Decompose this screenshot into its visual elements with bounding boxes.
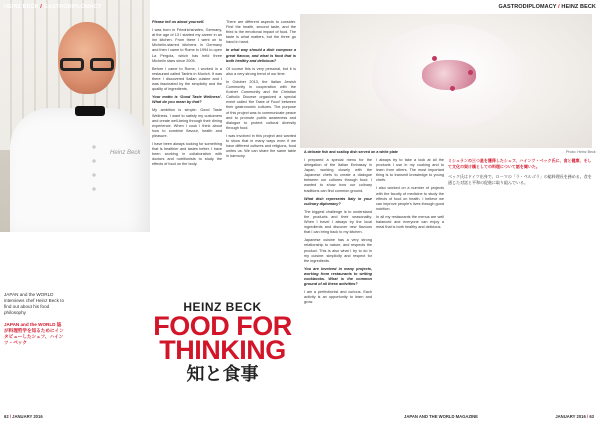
headline-name: HEINZ BECK bbox=[183, 300, 262, 314]
header-name-right: HEINZ BECK bbox=[561, 4, 596, 10]
coat-embroidery: Heinz Beck bbox=[110, 150, 141, 156]
headline-title-line-1: FOOD FOR bbox=[153, 311, 292, 341]
japanese-intro: ミシュランの三つ星を獲得したシェフ、ハインツ・ベック氏に、食と健康、そして文化の架け橋としての料理について話を聞いた。 bbox=[448, 158, 592, 169]
dish bbox=[422, 60, 476, 90]
paragraph-text: In October 2013, the Italian Jewish Community in cooperation with the Kosher Community and the Christian Catholic Diocese organized a special event called ‘the Taste of Food’ between their gastronomic cultures. The purpose of this project was to communicate peace and to promote public awareness and dialogue to protect cultural diversity through food. bbox=[226, 79, 296, 130]
food-photo bbox=[300, 14, 592, 148]
header-slash-right: / bbox=[558, 4, 560, 10]
garnish-dot bbox=[432, 56, 437, 61]
paragraph-text: There are different aspects to consider. First the health, second taste, and the third is the emotional impact of food. The taste is what matters, but the three go hand in hand. bbox=[226, 20, 296, 45]
right-footer-center: JAPAN AND THE WORLD MAGAZINE bbox=[404, 414, 478, 419]
japanese-text-block bbox=[448, 158, 592, 186]
footer-date-right: JANUARY 2016 bbox=[555, 414, 586, 419]
article-column-4 bbox=[376, 158, 444, 404]
right-header bbox=[499, 4, 596, 10]
page-number-left: 62 bbox=[4, 414, 9, 419]
garnish-dot bbox=[450, 86, 455, 91]
coat-buttons bbox=[92, 140, 96, 200]
header-slash: / bbox=[40, 4, 42, 10]
paragraph-text: In all my restaurants the menus are well balanced and everyone can enjoy a meal that is both healthy and delicious. bbox=[376, 214, 444, 230]
paragraph-text: Before I came to Rome, I worked in a restaurant called Tantris in Munich. It was there I discovered Italian cuisine and I was fascinated by the simplicity and the quality of ingredients. bbox=[152, 66, 222, 92]
left-header bbox=[4, 4, 102, 10]
headline-title-line-2: THINKING bbox=[159, 335, 286, 365]
page-number-right: 63 bbox=[589, 414, 594, 419]
paragraph-text: Japanese cuisine has a very strong relationship to nature, and respects the product. This is also what I try to do in my cuisine: simplicity and respect for the ingredients. bbox=[304, 238, 372, 263]
paragraph-text: I was born in Friedrichshafen, Germany, at the age of 13 I started my career in an inn kitchen. From there I went on to Michelin-starred kitchens in Germany and then I came to Rome in 1994 to open La Pergola, which has held three Michelin stars since 2005. bbox=[152, 28, 222, 63]
paragraph-text: I prepared a special menu for the delegation of the Italian Embassy in Japan, working closely with the Japanese chefs to create a dialogue between our cultures through food. I wanted to show how our culinary traditions can find common ground. bbox=[304, 158, 372, 193]
question-text: What dish represents Italy in your culinary diplomacy? bbox=[304, 196, 372, 206]
article-column-2 bbox=[226, 20, 296, 400]
paragraph-text: I have been always looking for something that is healthier and tastes better. I have been working in collaboration with doctors and nutritionists to study the effects of food on the body. bbox=[152, 141, 222, 167]
article-column-1 bbox=[152, 20, 222, 290]
headline-japanese: 知と食事 bbox=[186, 364, 259, 384]
glasses-icon bbox=[60, 58, 118, 72]
question-text: You are involved in many projects, working from restaurants to writing cookbooks. What is the common ground of all these activities? bbox=[304, 266, 372, 287]
header-name: HEINZ BECK bbox=[4, 4, 39, 10]
paragraph-text: I always try to take a look at all the products I use in my cooking and to learn from others. The most important thing is to transmit knowledge to young chefs. bbox=[376, 158, 444, 183]
photo-credit: Photo: Heinz Beck bbox=[566, 150, 596, 154]
footer-date-left: JANUARY 2016 bbox=[12, 414, 43, 419]
right-footer: JANUARY 2016 / 63 bbox=[555, 414, 594, 419]
photo-caption: A delicate fish and scallop dish served on a white plate bbox=[304, 150, 398, 154]
article-column-3 bbox=[304, 158, 372, 404]
chef-coat bbox=[10, 108, 150, 232]
paragraph-text: The biggest challenge is to understand the products and their seasonality. When I travel I always try the local ingredients and discover new flavours that I can bring back to my kitchen. bbox=[304, 209, 372, 235]
paragraph-text: I also worked on a number of projects with the faculty of medicine to study the effects of food on health. I believe we can improve people’s lives through good nutrition. bbox=[376, 186, 444, 211]
question-text: In what way should a dish compose a great flavour, and what is food that is both healthy and delicious? bbox=[226, 48, 296, 63]
left-footer: 62 / JANUARY 2016 bbox=[4, 414, 43, 419]
intro-text-en: JAPAN and the WORLD interviews chef Heinz Beck to find out about his food philosophy bbox=[4, 292, 64, 315]
paragraph-text: My ambition is simple: Good Taste Wellness. I want to satisfy my customers and create well-being through their dining experience. When I cook I think about how to combine flavour, health and pleasure. bbox=[152, 108, 222, 138]
japanese-body: ベック氏はドイツ出身で、ローマの「ラ・ペルゴラ」の総料理長を務める。食を通じた対話と平和の促進に取り組んでいる。 bbox=[448, 174, 592, 185]
paragraph-text: I was involved in this project and wanted to show that in many ways even if we have different cultures and religions, food unites us. We can share the same table in harmony. bbox=[226, 133, 296, 159]
header-section-right: GASTRODIPLOMACY bbox=[498, 4, 557, 10]
question-text: Please tell us about yourself. bbox=[152, 20, 205, 24]
bowtie bbox=[75, 106, 105, 116]
header-section: GASTRODIPLOMACY bbox=[43, 4, 102, 10]
garnish-dot bbox=[468, 70, 473, 75]
chef-portrait-photo bbox=[0, 0, 150, 232]
question-text: Your motto is ‘Good Taste Wellness’. What do you mean by that? bbox=[152, 95, 222, 105]
paragraph-text: I am a perfectionist and curious. Each activity is an opportunity to learn and grow. bbox=[304, 290, 372, 305]
paragraph-text: Of course this is very personal, but it is also a very strong trend of our time. bbox=[226, 66, 296, 76]
intro-text-jp: JAPAN and the WORLD 誌が料理哲学を知るためにインタビューしたシェフ、ハインツ・ベック bbox=[4, 322, 64, 345]
